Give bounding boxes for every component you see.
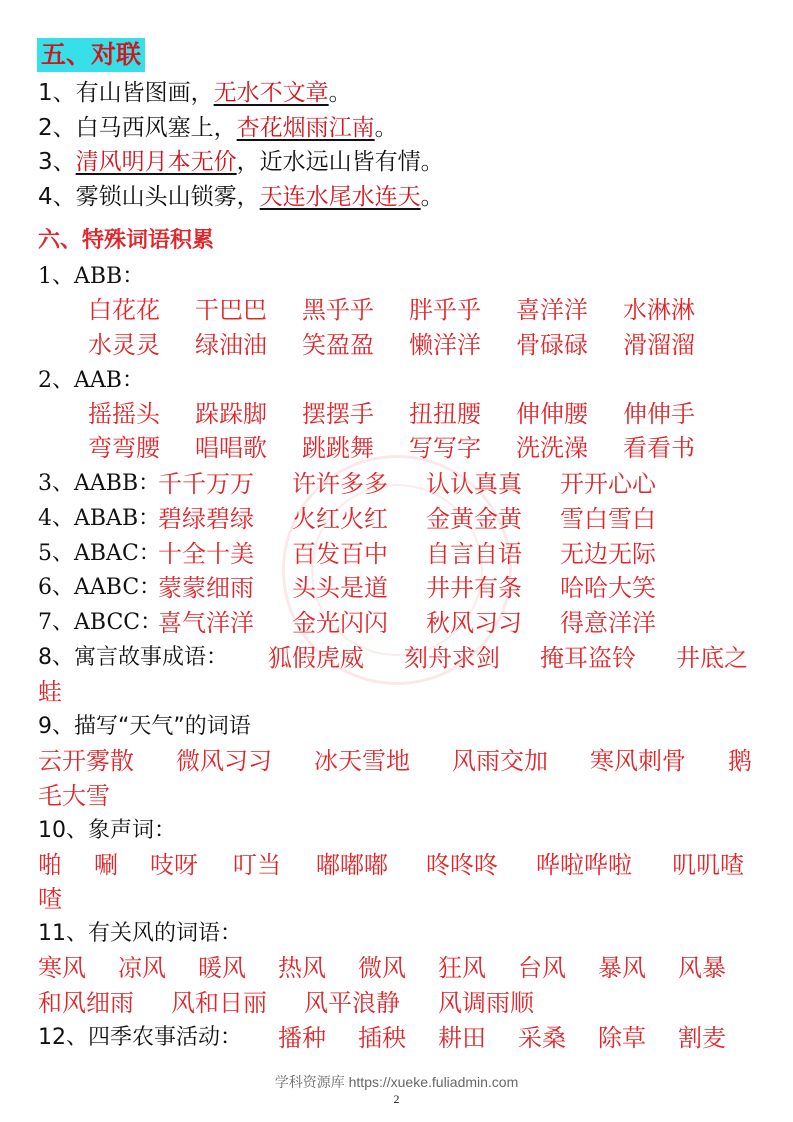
word: 唱唱歌 (195, 434, 267, 462)
word: 插秧 (358, 1024, 406, 1052)
abb-row-2 (88, 330, 708, 360)
word: 开开心心 (560, 470, 656, 498)
word: 啪 (38, 851, 62, 879)
couplet-line-3: 3、清风明月本无价，近水远山皆有情。 (38, 149, 444, 175)
idioms-row (268, 643, 768, 673)
word: 得意洋洋 (560, 609, 656, 637)
word: 井底之 (676, 644, 748, 672)
word: 寒风 (38, 954, 86, 982)
word: 绿油油 (195, 331, 267, 359)
word: 弯弯腰 (88, 434, 160, 462)
word: 白花花 (88, 296, 160, 324)
farm-row (278, 1023, 758, 1053)
idioms-wrap: 蛙 (38, 678, 62, 706)
word: 懒洋洋 (409, 331, 481, 359)
couplet-answer-3: 清风明月本无价 (75, 149, 237, 175)
word: 喜洋洋 (516, 296, 588, 324)
abab-label: 4、ABAB： (38, 506, 161, 531)
aabc-label: 6、AABC： (38, 575, 162, 600)
word: 风平浪静 (304, 989, 400, 1017)
word: 风和日丽 (171, 989, 267, 1017)
aab-row-1 (88, 399, 708, 429)
abab-row (158, 504, 718, 534)
word: 认认真真 (426, 470, 522, 498)
word: 暴风 (598, 954, 646, 982)
word: 风暴 (678, 954, 726, 982)
word: 微风习习 (176, 747, 272, 775)
word: 咚咚咚 (426, 851, 498, 879)
word: 火红火红 (292, 505, 388, 533)
word: 割麦 (678, 1024, 726, 1052)
aabb-row (158, 469, 718, 499)
wind-row-1 (38, 953, 768, 983)
abcc-row (158, 608, 718, 638)
word: 伸伸手 (623, 400, 695, 428)
onomatopoeia-label: 10、象声词： (38, 818, 176, 843)
word: 除草 (598, 1024, 646, 1052)
word: 水淋淋 (623, 296, 695, 324)
word: 摆摆手 (302, 400, 374, 428)
word: 跺跺脚 (195, 400, 267, 428)
word: 掩耳盗铃 (540, 644, 636, 672)
word: 百发百中 (292, 540, 388, 568)
word: 许许多多 (292, 470, 388, 498)
word: 蒙蒙细雨 (158, 574, 254, 602)
word: 金黄金黄 (426, 505, 522, 533)
word: 嘟嘟嘟 (316, 851, 388, 879)
word: 播种 (278, 1024, 326, 1052)
idioms-label: 8、寓言故事成语： (38, 645, 228, 670)
abb-row-1 (88, 295, 708, 325)
abb-label: 1、ABB： (38, 264, 145, 289)
page-number: 2 (393, 1092, 400, 1106)
word: 风调雨顺 (438, 989, 534, 1017)
word: 头头是道 (292, 574, 388, 602)
couplet-answer-2: 杏花烟雨江南 (236, 115, 375, 141)
word: 十全十美 (158, 540, 254, 568)
word: 哗啦哗啦 (536, 851, 632, 879)
couplet-line-2: 2、白马西风塞上，杏花烟雨江南。 (38, 115, 398, 141)
word: 叽叽喳 (672, 851, 744, 879)
word: 云开雾散 (38, 747, 134, 775)
word: 写写字 (409, 434, 481, 462)
wind-row-2 (38, 988, 768, 1018)
word: 洗洗澡 (516, 434, 588, 462)
farm-label: 12、四季农事活动： (38, 1025, 242, 1050)
onomatopoeia-row (38, 850, 768, 880)
aabb-label: 3、AABB： (38, 471, 161, 496)
word: 扭扭腰 (409, 400, 481, 428)
word: 碧绿碧绿 (158, 505, 254, 533)
word: 笑盈盈 (302, 331, 374, 359)
word: 台风 (518, 954, 566, 982)
word: 看看书 (623, 434, 695, 462)
word: 自言自语 (426, 540, 522, 568)
word: 凉风 (118, 954, 166, 982)
word: 井井有条 (426, 574, 522, 602)
word: 跳跳舞 (302, 434, 374, 462)
word: 吱呀 (150, 851, 198, 879)
word: 黑乎乎 (302, 296, 374, 324)
footer-source: 学科资源库 https://xueke.fuliadmin.com (274, 1074, 519, 1090)
word: 千千万万 (158, 470, 254, 498)
weather-label: 9、描写“天气”的词语 (38, 714, 251, 739)
word: 唰 (94, 851, 118, 879)
abcc-label: 7、ABCC： (38, 610, 163, 635)
word: 伸伸腰 (516, 400, 588, 428)
word: 采桑 (518, 1024, 566, 1052)
word: 和风细雨 (38, 989, 134, 1017)
word: 热风 (278, 954, 326, 982)
section5-title: 五、对联 (37, 38, 145, 72)
wind-label: 11、有关风的词语： (38, 921, 242, 946)
weather-row (38, 746, 768, 776)
weather-wrap: 毛大雪 (38, 782, 110, 810)
word: 雪白雪白 (560, 505, 656, 533)
word: 喜气洋洋 (158, 609, 254, 637)
word: 狂风 (438, 954, 486, 982)
word: 哈哈大笑 (560, 574, 656, 602)
word: 摇摇头 (88, 400, 160, 428)
word: 叮当 (233, 851, 281, 879)
word: 胖乎乎 (409, 296, 481, 324)
word: 暖风 (198, 954, 246, 982)
word: 滑溜溜 (623, 331, 695, 359)
word: 刻舟求剑 (404, 644, 500, 672)
couplet-line-1: 1、有山皆图画，无水不文章。 (38, 80, 352, 106)
word: 骨碌碌 (516, 331, 588, 359)
word: 耕田 (438, 1024, 486, 1052)
word: 狐假虎威 (268, 644, 364, 672)
aab-row-2 (88, 433, 708, 463)
word: 无边无际 (560, 540, 656, 568)
aabc-row (158, 573, 718, 603)
word: 微风 (358, 954, 406, 982)
word: 金光闪闪 (292, 609, 388, 637)
couplet-answer-1: 无水不文章 (213, 80, 329, 106)
abac-row (158, 539, 718, 569)
word: 冰天雪地 (314, 747, 410, 775)
word: 秋风习习 (426, 609, 522, 637)
word: 水灵灵 (88, 331, 160, 359)
onomatopoeia-wrap: 喳 (38, 885, 62, 913)
word: 寒风刺骨 (590, 747, 686, 775)
word: 干巴巴 (195, 296, 267, 324)
word: 鹅 (728, 747, 752, 775)
abac-label: 5、ABAC： (38, 541, 161, 566)
word: 风雨交加 (452, 747, 548, 775)
couplet-answer-4: 天连水尾水连天 (259, 184, 421, 210)
section6-title: 六、特殊词语积累 (38, 228, 215, 253)
aab-label: 2、AAB： (38, 368, 144, 393)
couplet-line-4: 4、雾锁山头山锁雾，天连水尾水连天。 (38, 184, 444, 210)
